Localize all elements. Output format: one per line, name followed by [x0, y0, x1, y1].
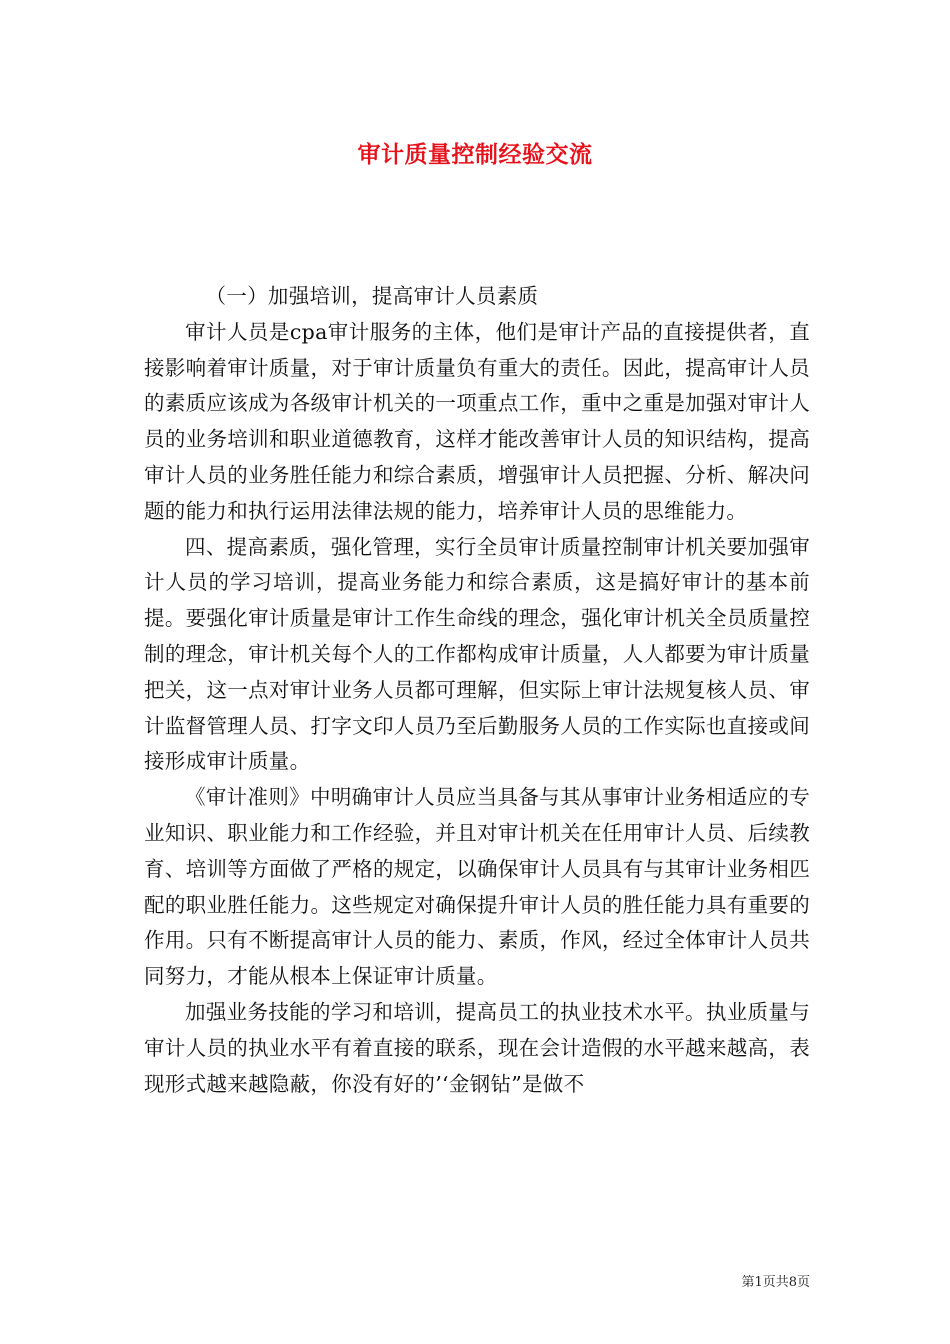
paragraph-3: 《审计准则》中明确审计人员应当具备与其从事审计业务相适应的专业知识、职业能力和工作经验，并且对审计机关在任用审计人员、后续教育、培训等方面做了严格的规定，以确保审计人员具有与其审计业务相匹配的职业胜任能力。这些规定对确保提升审计人员的胜任能力具有重要的作用。只有不断提高审计人员的能力、素质，作风，经过全体审计人员共同努力，才能从根本上保证审计质量。: [144, 785, 810, 989]
document-title: 审计质量控制经验交流: [357, 141, 593, 168]
section-heading: （一）加强培训，提高审计人员素质: [205, 284, 539, 308]
paragraph-4: 加强业务技能的学习和培训，提高员工的执业技术水平。执业质量与审计人员的执业水平有着直接的联系，现在会计造假的水平越来越高，表现形式越来越隐蔽，你没有好的’‘金钢钻”是做不: [144, 999, 810, 1096]
document-body: [144, 279, 810, 1102]
paragraph-2: 四、提高素质，强化管理，实行全员审计质量控制审计机关要加强审计人员的学习培训，提高业务能力和综合素质，这是搞好审计的基本前提。要强化审计质量是审计工作生命线的理念，强化审计机关全员质量控制的理念，审计机关每个人的工作都构成审计质量，人人都要为审计质量把关，这一点对审计业务人员都可理解，但实际上审计法规复核人员、审计监督管理人员、打字文印人员乃至后勤服务人员的工作实际也直接或间接形成审计质量。: [144, 534, 810, 774]
paragraph-1: 审计人员是cpa审计服务的主体，他们是审计产品的直接提供者，直接影响着审计质量，对于审计质量负有重大的责任。因此，提高审计人员的素质应该成为各级审计机关的一项重点工作，重中之重是加强对审计人员的业务培训和职业道德教育，这样才能改善审计人员的知识结构，提高审计人员的业务胜任能力和综合素质，增强审计人员把握、分析、解决问题的能力和执行运用法律法规的能力，培养审计人员的思维能力。: [144, 319, 810, 523]
page-number: 第1页共8页: [741, 1275, 810, 1290]
